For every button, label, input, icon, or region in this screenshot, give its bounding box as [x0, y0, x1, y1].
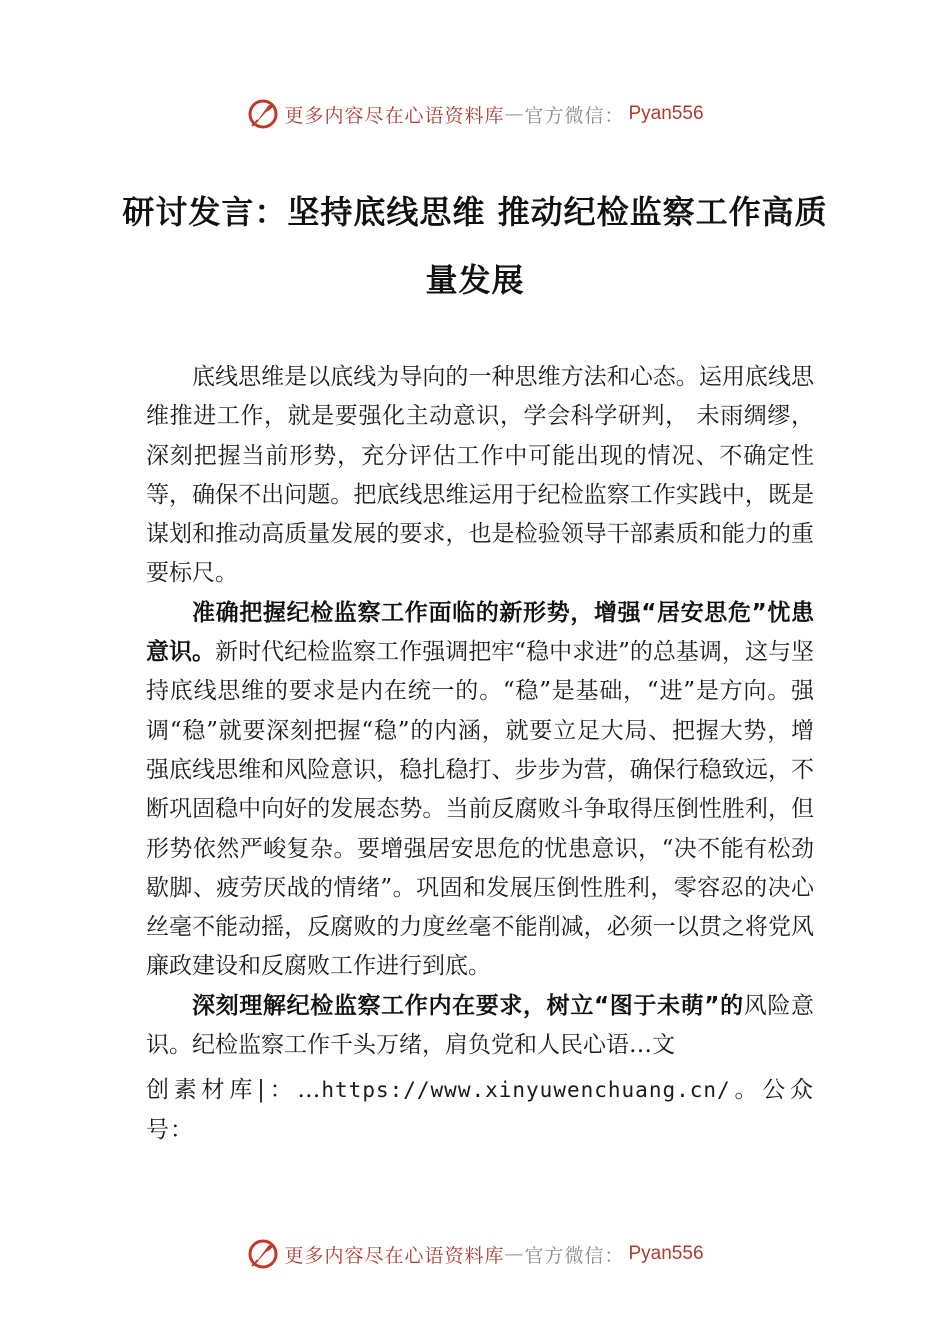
source-prefix: 创素材库|：…: [146, 1077, 322, 1104]
banner-wechat-label: 官方微信：: [524, 104, 625, 127]
quill-logo-icon: [246, 1237, 280, 1271]
banner-separator: —: [504, 103, 525, 125]
paragraph-3-lead: 深刻理解纪检监察工作内在要求，树立“图于未萌”的: [192, 992, 744, 1019]
paragraph-3-text: 风险意识。纪检监察工作千头万绪，肩负党和人民心语…文: [146, 992, 815, 1059]
footer-watermark-banner: [0, 1234, 950, 1274]
paragraph-2-text: 新时代纪检监察工作强调把牢“稳中求进”的总基调，这与坚持底线思维的要求是内在统一的。“稳”是基础，“进”是方向。强调“稳”就要深刻把握“稳”的内涵，就要立足大局、把握大势，增强底线思维和风险意识，稳扎稳打、步步为营，确保行稳致远，不断巩固稳中向好的发展态势。当前反腐败斗争取得压倒性胜利，但形势依然严峻复杂。要增强居安思危的忧患意识，“决不能有松劲歇脚、疲劳厌战的情绪”。巩固和发展压倒性胜利，零容忍的决心丝毫不能动摇，反腐败的力度丝毫不能削减，必须一以贯之将党风廉政建设和反腐败工作进行到底。: [146, 639, 814, 980]
banner-slogan: 更多内容尽在心语资料库: [284, 104, 505, 127]
document-body: [146, 358, 814, 1150]
banner-slogan: 更多内容尽在心语资料库: [284, 1244, 505, 1267]
paragraph-3: [146, 987, 814, 1066]
source-suffix: 。公众号：: [146, 1077, 815, 1143]
source-line: [146, 1071, 814, 1150]
paragraph-1-text: 底线思维是以底线为导向的一种思维方法和心态。运用底线思维推进工作，就是要强化主动意识，学会科学研判， 未雨绸缪，深刻把握当前形势，充分评估工作中可能出现的情况、不确定性等，确保不出问题。把底线思维运用于纪检监察工作实践中，既是谋划和推动高质量发展的要求，也是检验领导干部素质和能力的重要标尺。: [146, 364, 814, 587]
banner-wechat-id: Pyan556: [628, 103, 704, 124]
paragraph-1: [146, 358, 814, 594]
banner-wechat-label: 官方微信：: [524, 1244, 625, 1267]
paragraph-2: [146, 594, 814, 987]
banner-wechat-id: Pyan556: [628, 1243, 704, 1264]
document-title: 研讨发言：坚持底线思维 推动纪检监察工作高质量发展: [122, 193, 828, 299]
header-watermark-banner: [0, 94, 950, 134]
source-url: https://www.xinyuwenchuang.cn/: [321, 1078, 731, 1103]
banner-separator: —: [504, 1243, 525, 1265]
paragraph-2-lead: 准确把握纪检监察工作面临的新形势，增强“居安思危”忧患意识。: [146, 599, 814, 666]
quill-logo-icon: [246, 97, 280, 131]
